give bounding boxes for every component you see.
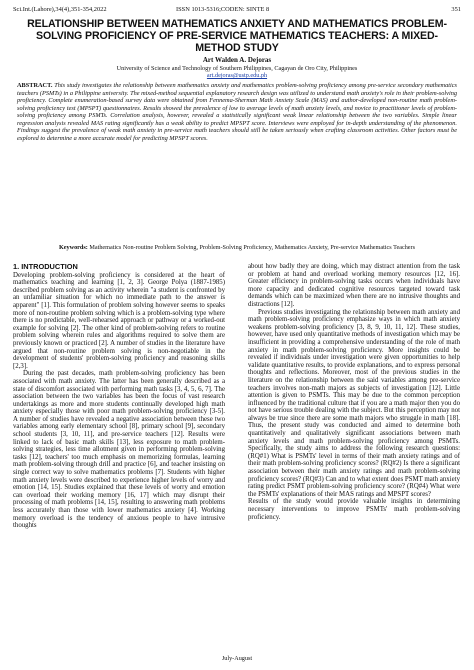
paragraph: about how badly they are doing, which may distract attention from the task or problem at hand and overload working memory resources [12, 16]. Greater efficiency in problem-solving tasks occurs when individuals have more capacity and dedicated cognitive resources targeted toward task demands which can be maximized when there are no intrusive thoughts and distractions [12]. xyxy=(248,263,460,308)
author-email-link[interactable]: art.dejoras@ustp.edu.ph xyxy=(206,72,268,79)
page-footer: July-August xyxy=(221,655,253,662)
abstract-text: This study investigates the relationship between mathematics anxiety and mathematics problem-solving proficiency among pre-service secondary mathematics teachers (PSMTs) in a Philippine university. The mixed-method sequential explanatory research design was utilized to understand math anxiety's role in their problem-solving proficiency. Complete enumeration-based survey data were obtained from Fennema-Sherman Math Anxiety Scale (MAS) and author-developed non-routine math problem-solving proficiency test (MPSPT) questionnaires. Results showed the prevalence of low to average levels of math anxiety levels, and novice to practitioner levels of problem-solving proficiency among PSMTs. Correlation analysis, however, revealed a statistically significant weak linear relationship between the two variables. Simple linear regression analysis revealed MAS rating significantly has a weak ability to predict MPSPT score. Interviews were employed for in-depth understanding of the phenomenon. Findings suggest the prevalence of weak math anxiety in pre-service math teachers should still be taken seriously when crafting classroom activities. Other factors must be explored to determine a more accurate model for predicting MPSPT scores. xyxy=(17,82,457,142)
paragraph: Results of the study would provide valuable insights in determining necessary interventions to improve PSMTs' math problem-solving proficiency. xyxy=(248,498,460,521)
paragraph: Previous studies investigating the relationship between math anxiety and math problem-solving proficiency emphasize ways in which math anxiety weakens problem-solving proficiency [3, 8, 9, 10, 11, 12]. These studies, however, have used only quantitative methods of investigation which may be insufficient in providing a comprehensive understanding of the role of math anxiety in math problem-solving proficiency. More insights could be revealed if individuals under investigation were given opportunities to help validate quantitative results, to provide explanations, and to express personal thoughts and reflections. Moreover, most of the previous studies in the literature on the relationship between the said variables among pre-service teachers involves non-math majors as subjects of investigation [12]. Little attention is given to PSMTs. This may be due to the common perception influenced by the traditional culture that if you are a math major then you do not have serious trouble dealing with the subject. But this perception may not always be true since there are some math majors who struggle in math [18]. Thus, the present study was conducted and aimed to determine both quantitatively and qualitatively significant associations between math anxiety levels and math problem-solving proficiency among PSMTs. Specifically, the study aims to address the following research questions: (RQ#1) What is PSMTs' level in terms of their math anxiety ratings and of their math problem-solving proficiency scores? (RQ#2) Is there a significant association between their math anxiety ratings and math problem-solving proficiency scores? (RQ#3) Can and to what extent does PSMT math anxiety rating predict PSMT problem-solving proficiency score? (RQ#4) What were the PSMTs' explanations of their MAS ratings and MPSPT scores? xyxy=(248,308,460,498)
page-number: 351 xyxy=(451,6,461,13)
paragraph: Developing problem-solving proficiency is considered at the heart of mathematics teaching and learning [1, 2, 3]. George Polya (1887-1985) described problem solving as an activity wherein "a student is confronted by an unfamiliar situation for which no immediate path to the answer is apparent" [1]. This formulation of problem solving however seems to speaks more of non-routine problem solving which is a problem-solving type where there is no predictable, well-rehearsed approach or pathway or a worked-out example for solving [2]. The other kind of problem-solving refers to routine problem solving wherein rules and algorithms required to solve them are previously known or practiced [2]. A number of studies in the literature have argued that non-routine problem solving is non-negotiable in the development of students' problem-solving proficiency and reasoning skills [2,3]. xyxy=(13,271,225,370)
paragraph: During the past decades, math problem-solving proficiency has been associated with math anxiety. The latter has been generally described as a state of discomfort associated with performing math tasks [3, 4, 5, 6, 7]. The association between the two variables has been the focus of vast research undertakings as more and more students continually developed high math anxiety especially those with poor math problem-solving proficiency [3-5]. A number of studies have revealed a negative association between these two variables among early elementary school [8], primary school [9], secondary school students [3, 10, 11], and pre-service teachers [12]. Results were linked to lack of basic math skills [13], less exposure to math problem-solving strategies, less time allotment given in performing problem-solving tasks [12], teachers' too much emphasis on memorizing formulas, learning math problem-solving through drill and practice [6], and teacher insisting on single correct way to solve mathematics problems [7]. Students with higher math anxiety levels were described to experience higher levels of worry and emotion [14, 15]. Studies explained that these levels of worry and emotion can overload their working memory [16, 17] which may disrupt their processing of math problems [14, 15], resulting to answering math problems less accurately than those with lower mathematics anxiety [4]. Working memory overload is the tendency of anxious people to have intrusive thoughts xyxy=(13,370,225,530)
keywords xyxy=(40,244,434,251)
affiliation: University of Science and Technology of Southern Philippines, Cagayan de Oro City, Philippines xyxy=(116,65,358,72)
paper-title: RELATIONSHIP BETWEEN MATHEMATICS ANXIETY AND MATHEMATICS PROBLEM-SOLVING PROFICIENCY OF PRE-SERVICE MATHEMATICS TEACHERS: A MIXED-METHOD STUDY xyxy=(27,18,447,55)
abstract xyxy=(17,82,457,142)
abstract-label: ABSTRACT. xyxy=(17,82,53,89)
keywords-text: Mathematics Non-routine Problem Solving, Problem-Solving Proficiency, Mathematics Anxiety, Pre-service Mathematics Teachers xyxy=(87,244,416,251)
section-heading: 1. INTRODUCTION xyxy=(13,262,78,271)
journal-citation: Sci.Int.(Lahore),34(4),351-354,2022 xyxy=(13,6,107,13)
running-header xyxy=(13,6,461,16)
author-name: Art Walden A. Dejoras xyxy=(202,56,272,64)
keywords-label: Keywords: xyxy=(58,244,88,251)
right-column xyxy=(248,263,460,521)
left-column xyxy=(13,263,225,530)
issn-line: ISSN 1013-5316;CODEN: SINTE 8 xyxy=(176,6,270,13)
